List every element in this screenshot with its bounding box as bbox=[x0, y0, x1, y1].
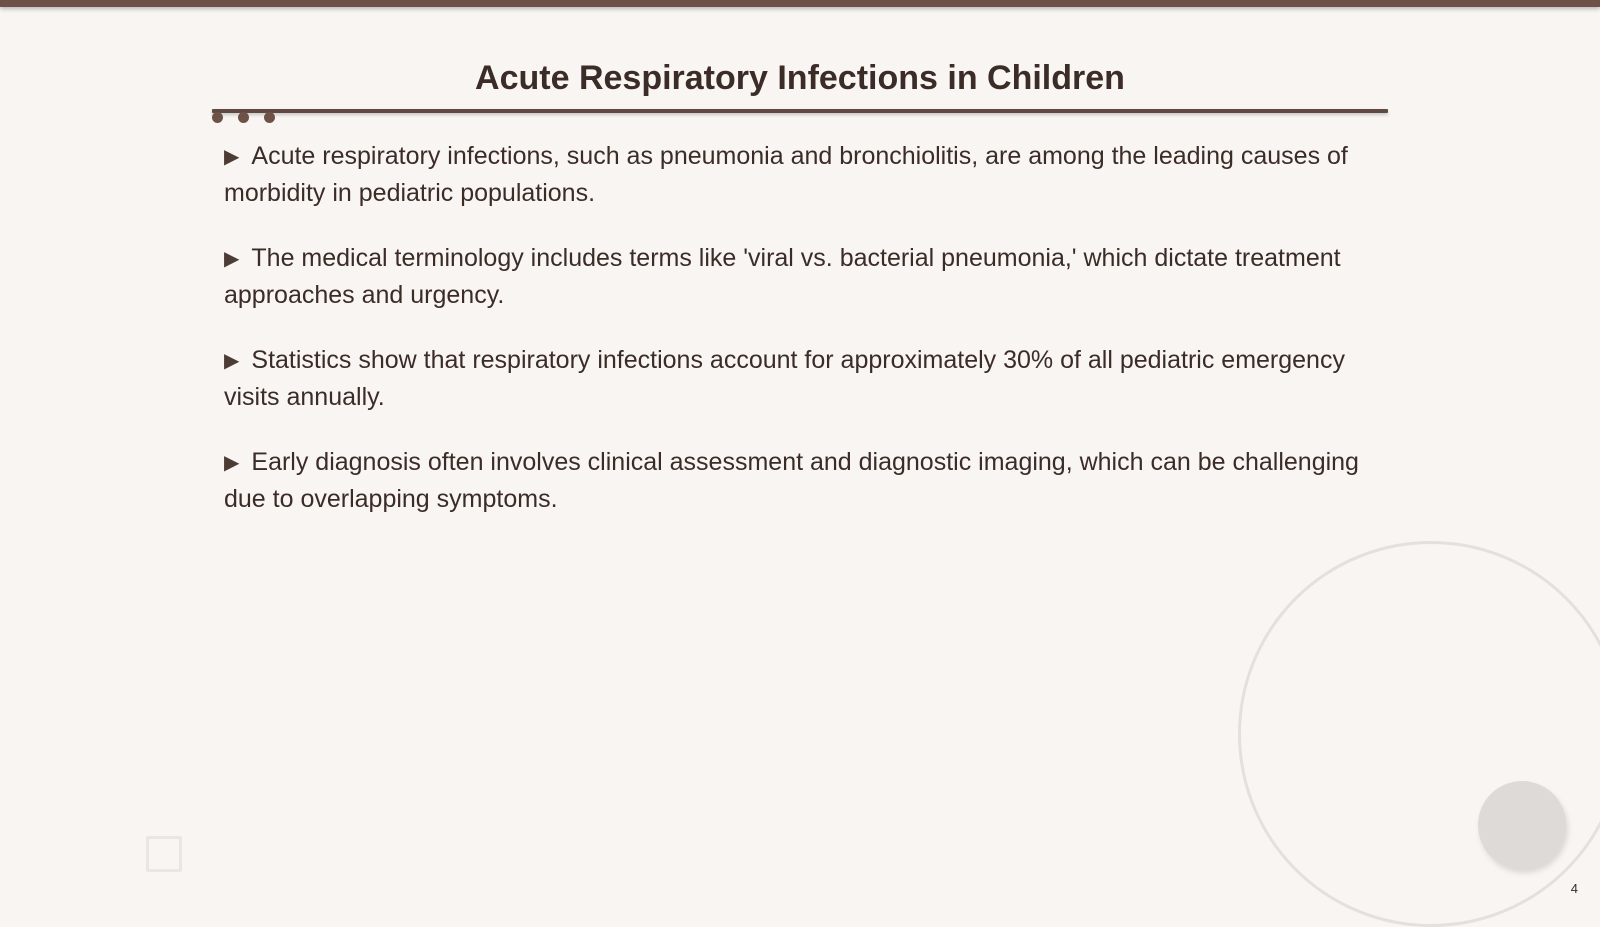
bullet-item bbox=[224, 240, 1374, 313]
divider-dots bbox=[212, 112, 282, 124]
divider-dot bbox=[264, 112, 275, 123]
bullet-arrow-icon: ▶ bbox=[224, 146, 240, 168]
bullet-item bbox=[224, 444, 1374, 517]
bullet-text: Statistics show that respiratory infections account for approximately 30% of all pediatric emergency visits annually. bbox=[224, 346, 1345, 411]
top-accent-band bbox=[0, 0, 1600, 7]
bullet-item bbox=[224, 342, 1374, 415]
decorative-disc bbox=[1478, 781, 1566, 869]
bullet-text: Early diagnosis often involves clinical assessment and diagnostic imaging, which can be challenging due to overlapping symptoms. bbox=[224, 448, 1359, 513]
bullet-text: The medical terminology includes terms like 'viral vs. bacterial pneumonia,' which dictate treatment approaches and urgency. bbox=[224, 244, 1341, 309]
bullet-list bbox=[224, 138, 1374, 546]
bullet-text: Acute respiratory infections, such as pneumonia and bronchiolitis, are among the leading causes of morbidity in pediatric populations. bbox=[224, 142, 1348, 207]
slide-title: Acute Respiratory Infections in Children bbox=[475, 59, 1125, 97]
divider-dot bbox=[238, 112, 249, 123]
bullet-arrow-icon: ▶ bbox=[224, 452, 240, 474]
bullet-item bbox=[224, 138, 1374, 211]
bullet-arrow-icon: ▶ bbox=[224, 248, 240, 270]
page-number: 4 bbox=[1570, 881, 1578, 896]
bullet-arrow-icon: ▶ bbox=[224, 350, 240, 372]
title-divider bbox=[212, 109, 1388, 113]
divider-dot bbox=[212, 112, 223, 123]
decorative-square bbox=[146, 836, 182, 872]
decorative-ring bbox=[1238, 541, 1600, 927]
